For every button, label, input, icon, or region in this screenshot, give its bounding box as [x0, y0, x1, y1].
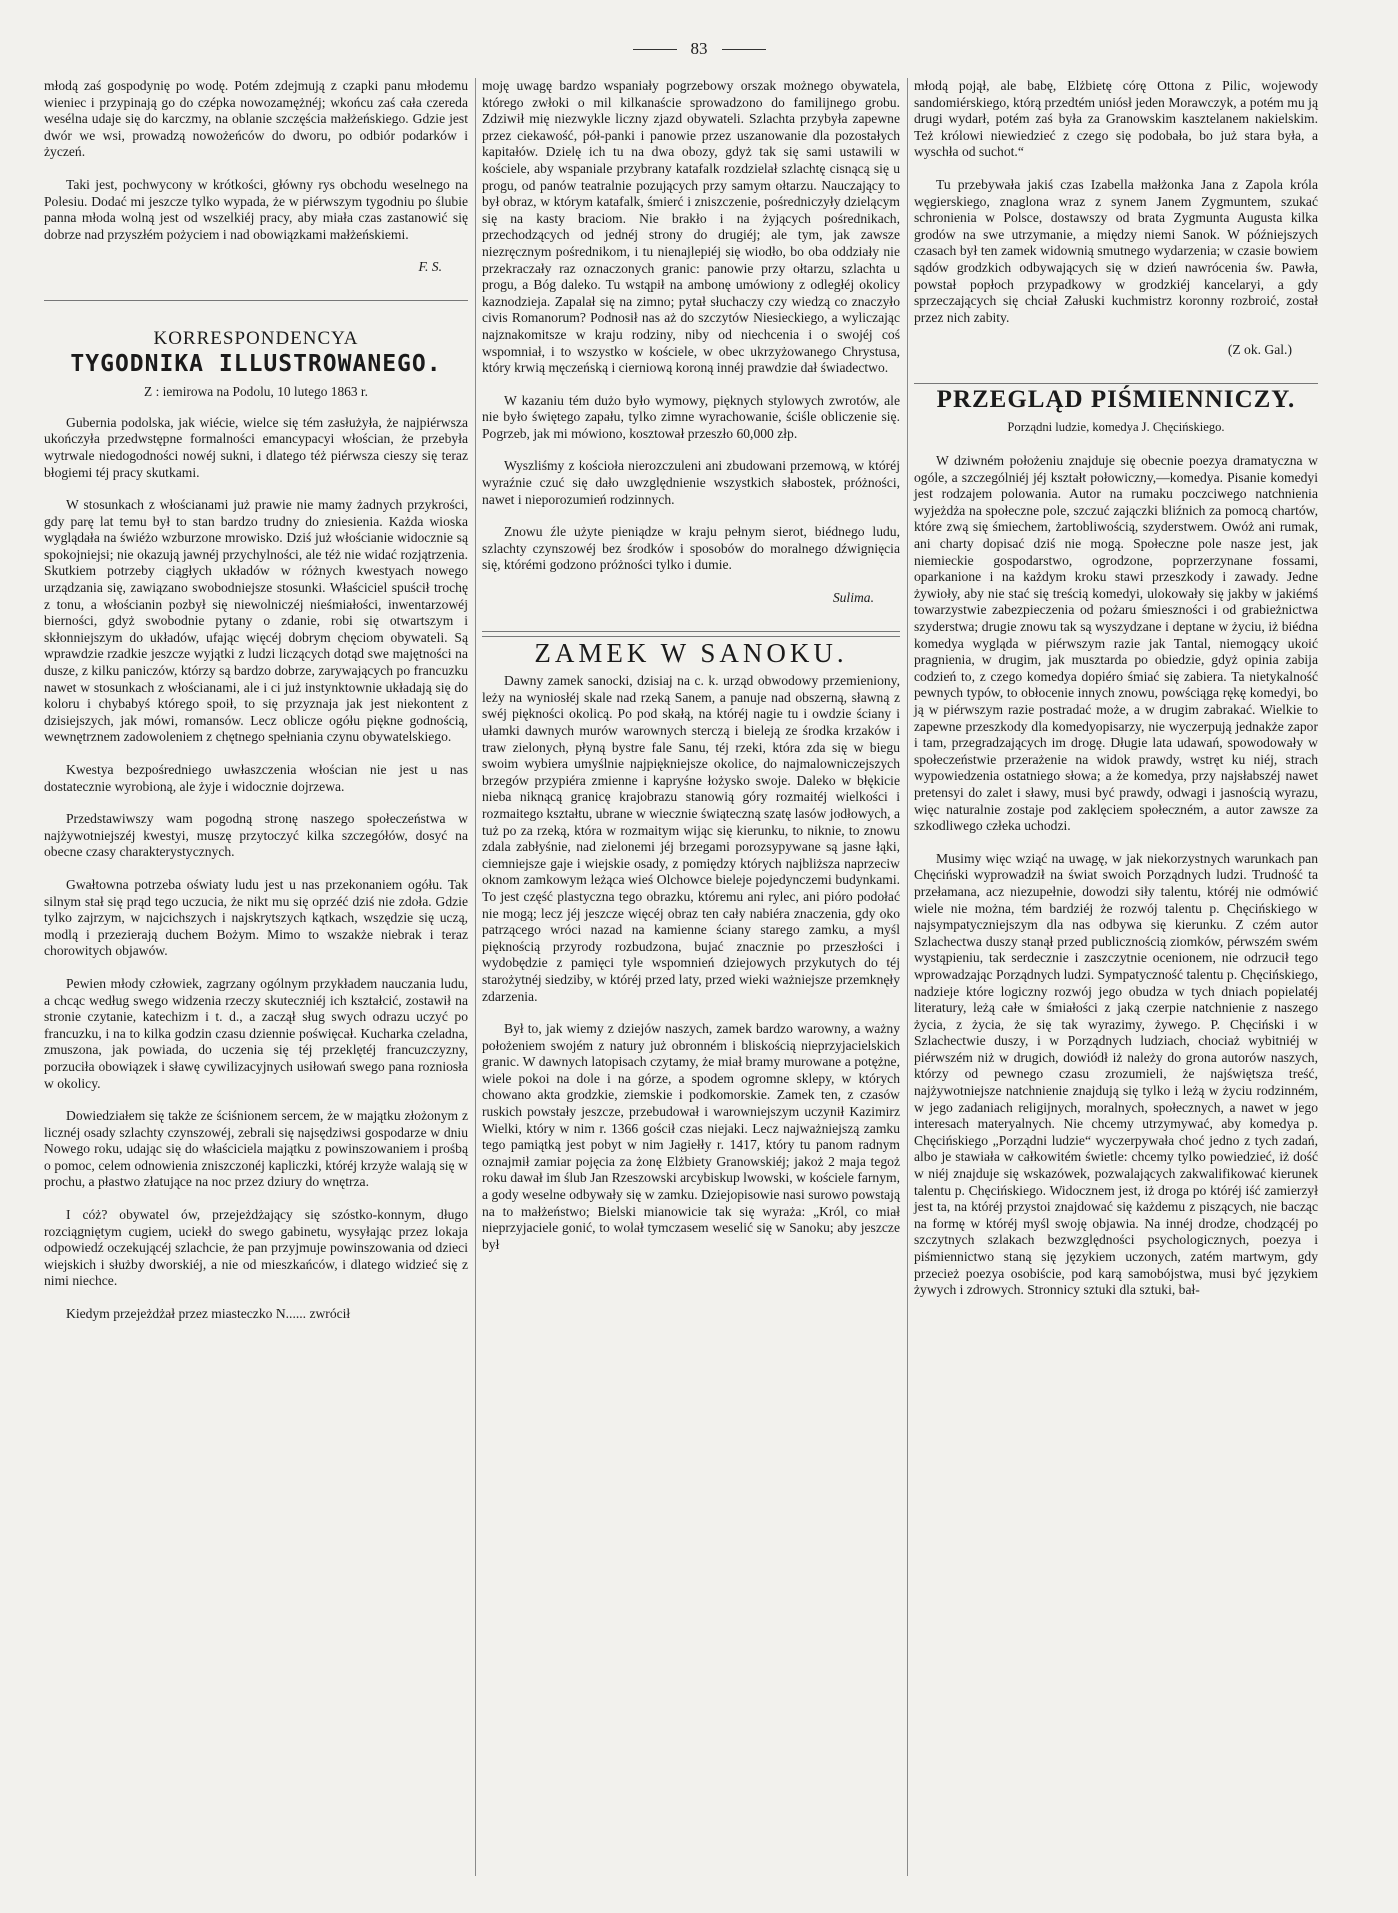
header-rule-left: [633, 49, 677, 50]
paragraph: W kazaniu tém dużo było wymowy, pięknych stylowych zwrotów, ale nie było świętego zapału, tylko zimne wyrachowanie, ściśle obliczenie się. Pogrzeb, jak mi mówiono, kosztował przeszło 60,000 złp.: [482, 392, 900, 441]
paragraph: Musimy więc wziąć na uwagę, w jak niekorzystnych warunkach pan Chęciński wyprowadził na świat swoich Porządnych ludzi. Trudność ta przełamana, acz niezupełnie, dowodzi siły talentu, któréj nie odmówić wiele nie można, tém bardziéj że rozwój talentu p. Chęcińskiego w najsympatyczniejszym dla nas odbywa się kierunku. Z czém autor Szlachectwa duszy stanął przed publicznością ziomków, pérwszém swém wystąpieniu, tak serdecznie i zaszczytnie ocenionem, nie odrzucił tego wprowadzając Porządnych ludzi. Sympatyczność talentu p. Chęcińskiego, nadzieje które logiczny rozwój jego obudza w tych dniach popielatéj literatury, leżą całe w śmiałości z jaką czerpie natchnienie z naszego życia, z życia, że się tak wyrazimy, żywego. P. Chęciński i w Szlachectwie duszy, i w Porządnych ludziach, chociaż wybitniéj w piérwszém niż w drugich, dowiódł iż należy do grona autorów naszych, którzy od pewnego czasu zrozumieli, że najświętsza treść, najżywotniejsze natchnienie znajdują się tylko i leżą w życiu rodzinném, w jego zadaniach religijnych, moralnych, społecznych, a nawet w jego interesach materyalnych. Nie chcemy utrzymywać, aby komedya p. Chęcińskiego „Porządni ludzie“ wyczerpywała choć jedno z tych zadań, albo je stawiała w całkowitém świetle: chcemy tylko powiedzieć, iż dość w niéj znajduje się wskazówek, pozwalających zakwalifikować kierunek talentu p. Chęcińskiego. Widocznem jest, iż droga po któréj iść zamierzył jest ta, na któréj przystoi znajdować się każdemu z piszących, nie bacząc na formę w któréj myśl swoję objawia. Na innéj drodze, chodzącéj po szczytnych szlakach bezwzględności psychologicznych, poezya i piśmiennictwo staną się językiem uczonych, zatém martwym, gdy przecież poezya osobiście, pod karą samobójstwa, musi być językiem żywych i zdrowych. Stronnicy sztuki dla sztuki, bał-: [914, 850, 1318, 1298]
paragraph: Był to, jak wiemy z dziejów naszych, zamek bardzo warowny, a ważny położeniem swojém z natury już obronném i bliskością nieprzyjacielskich granic. W dawnych latopisach czytamy, że miał bramy murowane a potężne, wiele pokoi na dole i na górze, a spodem ogromne sklepy, w których chowano akta grodzkie, ziemskie i podkomorskie. Zamek ten, z czasów ruskich powstały jeszcze, przebudował i warowniejszym uczynił Kazimirz Wielki, który w nim r. 1366 gościł czas niejaki. Lecz najważniejszą zamku tego pamiątką jest pobyt w nim Jagiełły r. 1417, który tu panom radnym oznajmił zamiar pojęcia za żonę Elżbiety Granowskiéj; jakoż 2 maja tegoż roku dawał im ślub Jan Rzeszowski arcybiskup lwowski, w kościele farnym, a gody weselne odbywały się w zamku. Dziejopisowie nasi surowo powstają na to małżeństwo; Bielski mianowicie tak się wyraża: „Król, co miał nieprzyjaciele gonić, to wolał tymczasem weselić się w Sanoku; aby jeszcze był: [482, 1021, 900, 1252]
paragraph: Kwestya bezpośredniego uwłaszczenia włościan nie jest u nas dostatecznie wyrobioną, ale żyje i widocznie dojrzewa.: [44, 762, 468, 794]
section-divider: [482, 631, 900, 632]
paragraph: Wyszliśmy z kościoła nierozczuleni ani zbudowani przemową, w któréj wyraźnie czuć się dało uwzględnienie wszystkich słabostek, próżności, nawet i nieporozumień rodzinnych.: [482, 458, 900, 507]
section-heading: ZAMEK W SANOKU.: [534, 637, 848, 668]
paragraph: I cóż? obywatel ów, przejeżdżający się szóstko-konnym, długo rozciągniętym cugiem, uciekł do swego gabinetu, wysyłając przez lokaja odpowiedź oczekującéj szlachcie, że pan przyjmuje powinszowania od dzieci wiejskich i służby dworskiéj, a nie od mieszkańców, i dlatego widzieć się z nimi niechce.: [44, 1207, 468, 1289]
paragraph: Znowu źle użyte pieniądze w kraju pełnym sierot, biédnego ludu, szlachty czynszowéj bez środków i sposobów do moralnego dźwignięcia się, którémi godzono próżności tylko i dumie.: [482, 524, 900, 573]
column-divider-1: [475, 78, 476, 1876]
paragraph: Gubernia podolska, jak wiécie, wielce się tém zasłużyła, że najpiérwsza ukończyła przedwstępne formalności emancypacyi włościan, że przebyła wytrwale niedogodności nowéj sukni, i dlatego téż piérwsza cieszy się teraz błogiemi téj pracy skutkami.: [44, 414, 468, 480]
signature: F. S.: [418, 259, 442, 275]
column-divider-2: [907, 78, 908, 1876]
header-rule-right: [722, 49, 766, 50]
column-1: [44, 78, 468, 1339]
paragraph: młodą zaś gospodynię po wodę. Potém zdejmują z czapki panu młodemu wieniec i przypinają go do czépka nowozamężnéj; wkońcu zaś cała czereda wesélna udaje się do karczmy, na oblanie szczęścia małżeńskiego. Gdzie jest dwór we wsi, prowadzą nowożeńców do dworu, po odbiór podarków i życzeń.: [44, 78, 468, 160]
section-heading: PRZEGLĄD PIŚMIENNICZY.: [936, 385, 1296, 413]
source-note: (Z ok. Gal.): [1227, 342, 1292, 358]
paragraph: Gwałtowna potrzeba oświaty ludu jest u nas przekonaniem ogółu. Tak silnym stał się prąd tego uczucia, że nikt mu się oprzéć dziś nie zdoła. Gdzie tylko zajrzym, w najcichszych i najskrytszych kątkach, wszędzie się uczą, modlą i przezierają duchem Bożym. Mimo to wszakże niebrak i teraz chorowitych objawów.: [44, 876, 468, 959]
section-subtitle: Porządni ludzie, komedya J. Chęcińskiego.: [1007, 419, 1225, 434]
paragraph: Tu przebywała jakiś czas Izabella małżonka Jana z Zapola króla węgierskiego, znaglona wraz z synem Janem Zygmuntem, szukać schronienia w Polsce, dostawszy od brata Zygmunta Augusta kilka grodów na swe utrzymanie, a między niemi Sanok. W późniejszych czasach był ten zamek widownią smutnego wydarzenia; w czasie bowiem sądów grodzkich odbywających się w dzień nawrócenia św. Pawła, powstał popłoch przypadkowy w grodzkiéj kancelaryi, a gdy sprzeczających się chciał Załuski kuchmistrz koronny rozbroić, został przez nich zabity.: [914, 176, 1318, 325]
paragraph: Dowiedziałem się także ze ściśnionem sercem, że w majątku złożonym z licznéj osady szlachty czynszowéj, zebrali się najsędziwsi gospodarze w dniu Nowego roku, udając się do właściciela majątku z powinszowaniem i prośbą o pomoc, celem odnowienia zniszczonéj kapliczki, któréj krzyże walają się w prochu, a płastwo złatujące na noc przez dziury do wnętrza.: [44, 1108, 468, 1190]
section-divider: [44, 300, 468, 301]
section-heading: KORRESPONDENCYA: [153, 327, 359, 349]
column-2: [482, 78, 900, 1269]
paragraph: moję uwagę bardzo wspaniały pogrzebowy orszak możnego obywatela, którego zwłoki o mil kilkanaście sprowadzono do familijnego grobu. Zdziwił mię niezwykle liczny zjazd obywateli. Szlachta przybyła zapewne przez ciekawość, pół-panki i panowie przez uszanowanie dla pozostałych kapitałów. Dzielę ich tu na dwa obozy, gdyż tak się sami ustawili w kościele, aby wspaniale przybrany katafalk rozdzielał szlachtę cisnącą się u progu, od panów teatralnie pozujących przy samym ołtarzu. Nauczający to był obraz, w którym katafalk, śmierć i zniszczenie, pośredniczyły dzielącym się na kasty braciom. Nie brakło i na żyjących pośrednikach, przechodzących od jednéj strony do drugiéj; ale tym, jak zawsze niezręcznym pośrednikom, i tu nienajlepiéj się wiodło, bo oba oddziały nie przekraczały raz oznaczonych granic: panowie przy ołtarzu, szlachta u progu, a Bóg daleko. Tu wstąpił na ambonę umówiony z odległéj okolicy kaznodzieja. Zapalał się na zimno; pytał słuchaczy czy wiedzą co znaczyło civis Romanorum? Podnosił nas aż do szczytów Niesieckiego, a wyliczając najznakomitsze w kraju rodziny, niby od niechcenia i o swojéj coś wspomniał, i to wszystko w kościele, w obec ukrzyżowanego Chrystusa, który krwią męczeńską i cierniową koroną innéj prawdzie dał świadectwo.: [482, 78, 900, 376]
paragraph: Taki jest, pochwycony w krótkości, główny rys obchodu weselnego na Polesiu. Dodać mi jeszcze tylko wypada, że w piérwszym tygodniu po ślubie panna młoda wolną jest od wszelkiéj pracy, aby miała czas zastanowić się dobrze nad przyszłém pożyciem i nad obowiązkami małżeńskiemi.: [44, 176, 468, 242]
page-header: [0, 36, 1398, 62]
column-3: [914, 78, 1318, 1315]
paragraph: Kiedym przejeżdżał przez miasteczko N...... zwrócił: [66, 1306, 351, 1322]
paragraph: W stosunkach z włościanami już prawie nie mamy żadnych przykrości, gdy parę lat temu był to stan bardzo trudny do zniesienia. Każda wioska wyglądała na świéżo wzburzone mrowisko. Dziś już włościanie widocznie są spokojniejsi; nie okazują jawnéj przychylności, ale téż nie widać rozjątrzenia. Skutkiem potrzeby ciągłych układów w różnych kwestyach nowego urządzania się, zawiązano swobodniejsze stosunki. Właściciel spuścił trochę z tonu, a włościanin pozbył się niewolniczéj nieśmiałości, inwentarzowéj bierności, gdyż swobodnie pytany o zdanie, robi się otwartszym i skłonniejszym do układów, ufając więcéj dobrym chęciom obywateli. Są wprawdzie rzadkie jeszcze wyjątki z ludzi liczących dotąd swe majętności na dusze, z kilku paniczów, którzy są bardzo dobrze, zarywających po francuzku nawet w stosunkach z włościanami, ale i ci już instynktownie układają się do koloru i chybabyś którego spoił, to się przyznaja jak jest niekontent z dzisiejszych, jak mówi, romansów. Lecz oblicze ogółu piękne godnością, wewnętrznem zadowoleniem z chętnego spełniania czynu obywatelskiego.: [44, 497, 468, 745]
paragraph: W dziwném położeniu znajduje się obecnie poezya dramatyczna w ogóle, a szczególniéj jéj kształt połowiczny,—komedya. Pisanie komedyi jest rodzajem polowania. Autor na rumaku poczciwego natchnienia wyjeżdża na społeczne pole, szczuć zajączki bliźnich za pomocą chartów, które zwą się śmiechem, żartobliwością, szyderstwem. Owóż ani rumak, ani charty dopisać dziś nie mogą. Społeczne pole nasze jest, jak niemieckie gospodarstwo, ogrodzone, poprzerzynane fossami, oparkanione i na każdym kroku stawi przeszkody i zawady. Jedne żywioły, aby nie stać się treścią komedyi, ulokowały się jakby w jakiémś towarzystwie zabezpieczenia od pożaru śmieszności i od grabieżnictwa szyderstwa; drugie znowu tak są wyszydzane i deptane w życiu, iż biédna komedya wygląda w piérwszym razie jak Tantal, niemogący ukoić pragnienia, w drugim, jak musztarda po obiedzie, gdyż opinia zabija codzień to, z czego komedya dopiéro śmiać się zabiera. Ta nietykalność pewnych typów, to obłocenie innych znowu, powściąga rękę komedyi, bo ją w piérwszym razie postradać może, a w drugim zabrakać. Wielkie to zapewne przeszkody dla komedyopisarzy, nie wyczerpują jednakże zapor i tam, przegradzających im drogę. Długie lata udawań, spowodowały w społeczeństwie przerażenie na widok prawdy, wstręt ku niéj, strach wypowiedzenia ostatniego słowa; a że komedya, przy najsłabszéj nawet pretensyi do zalet i sławy, musi być prawdy, odwagi i jasnością wyrazu, więc naturalnie zostaje pod zaklęciem społeczném, a autor zawsze za szkodliwego człeka uchodzi.: [914, 453, 1318, 834]
paragraph: młodą pojął, ale babę, Elżbietę córę Ottona z Pilic, wojewody sandomiérskiego, którą przedtém uniósł jeden Morawczyk, a potém mu ją drugi wydarł, potém zaś była za Granowskim kasztelanem nakielskim. Też królowi niewiedzieć z czego się podobała, bo już stara była, a wyschła od suchot.“: [914, 78, 1318, 160]
paragraph: Pewien młody człowiek, zagrzany ogólnym przykładem nauczania ludu, a chcąc według swego widzenia rzeczy skuteczniéj ich kształcić, zostawił na stronie czytanie, katechizm i t. d., a zaczął sług swych odrazu uczyć po francuzku, i na to kilka godzin czasu dziennie poświęcał. Kucharka czeladna, zmuszona, jak powiada, do uczenia się téj przeklętéj francuzczyzny, porzuciła obowiązek i sławę cywilizacyjnych usiłowań swego pana rozniosła w okolicy.: [44, 975, 468, 1091]
section-divider: [482, 636, 900, 637]
signature: Sulima.: [832, 590, 874, 606]
section-divider: [914, 383, 1318, 384]
paragraph: Przedstawiwszy wam pogodną stronę naszego społeczeństwa w najżywotniejszéj kwestyi, muszę przytoczyć kilka szczegółów, dosyć na obecne czasy charakterystycznych.: [44, 811, 468, 860]
dateline: Z : iemirowa na Podolu, 10 lutego 1863 r.: [144, 384, 368, 400]
page-number: 83: [690, 39, 708, 58]
section-heading-masthead: TYGODNIKA ILLUSTROWANEGO.: [70, 350, 442, 377]
paragraph: Dawny zamek sanocki, dzisiaj na c. k. urząd obwodowy przemieniony, leży na wyniosłéj skale nad rzeką Sanem, a panuje nad obszerną, sławną z swéj piękności okolicą. Po pod skałą, na któréj nagie tu i owdzie ściany i ułamki dawnych murów warownych sterczą i bieleją ze środka krzaków i traw zielonych, płyną bystre fale Sanu, téj rzeki, która zda się w biegu swoim wybiera umyślnie najpiękniejsze okolice, do najmalowniczejszych brzegów przypiéra zmienne i kapryśne łożysko swoje. Daleko w błękicie nieba niknącą granicę krajobrazu stanowią góry rozmaitéj wielkości i rozmaitego kształtu, ubrane w wiecznie świąteczną szatę lasów jodłowych, a tuż po za rzeką, która w rozmaitym wijąc się kierunku, to niknie, to znowu zdala zabłyśnie, nad zielonemi jéj brzegami porozsypywane są jasne łąki, ciemniejsze gaje i wiejskie osady, z pomiędzy których najbliższa naprzeciw oknom zamkowym leżąca wieś Olchowce bieleje pojedynczemi budynkami. To jest część plastyczna tego obrazku, któremu ani rylec, ani pióro podołać nie mogą; lecz jéj jeszcze więcéj obraz ten cały nabiéra znaczenia, gdy oko patrzącego wróci nazad na kamienne ściany starego zamku, a myśl pięknością przyrody rozbudzona, bujać znacznie po przeszłości i wydobędzie z pamięci tyle wspomnień dziejowych przykutych do téj starożytnéj siedziby, w któréj przed laty, przed wieki ważniejsze przemknęły zdarzenia.: [482, 673, 900, 1004]
